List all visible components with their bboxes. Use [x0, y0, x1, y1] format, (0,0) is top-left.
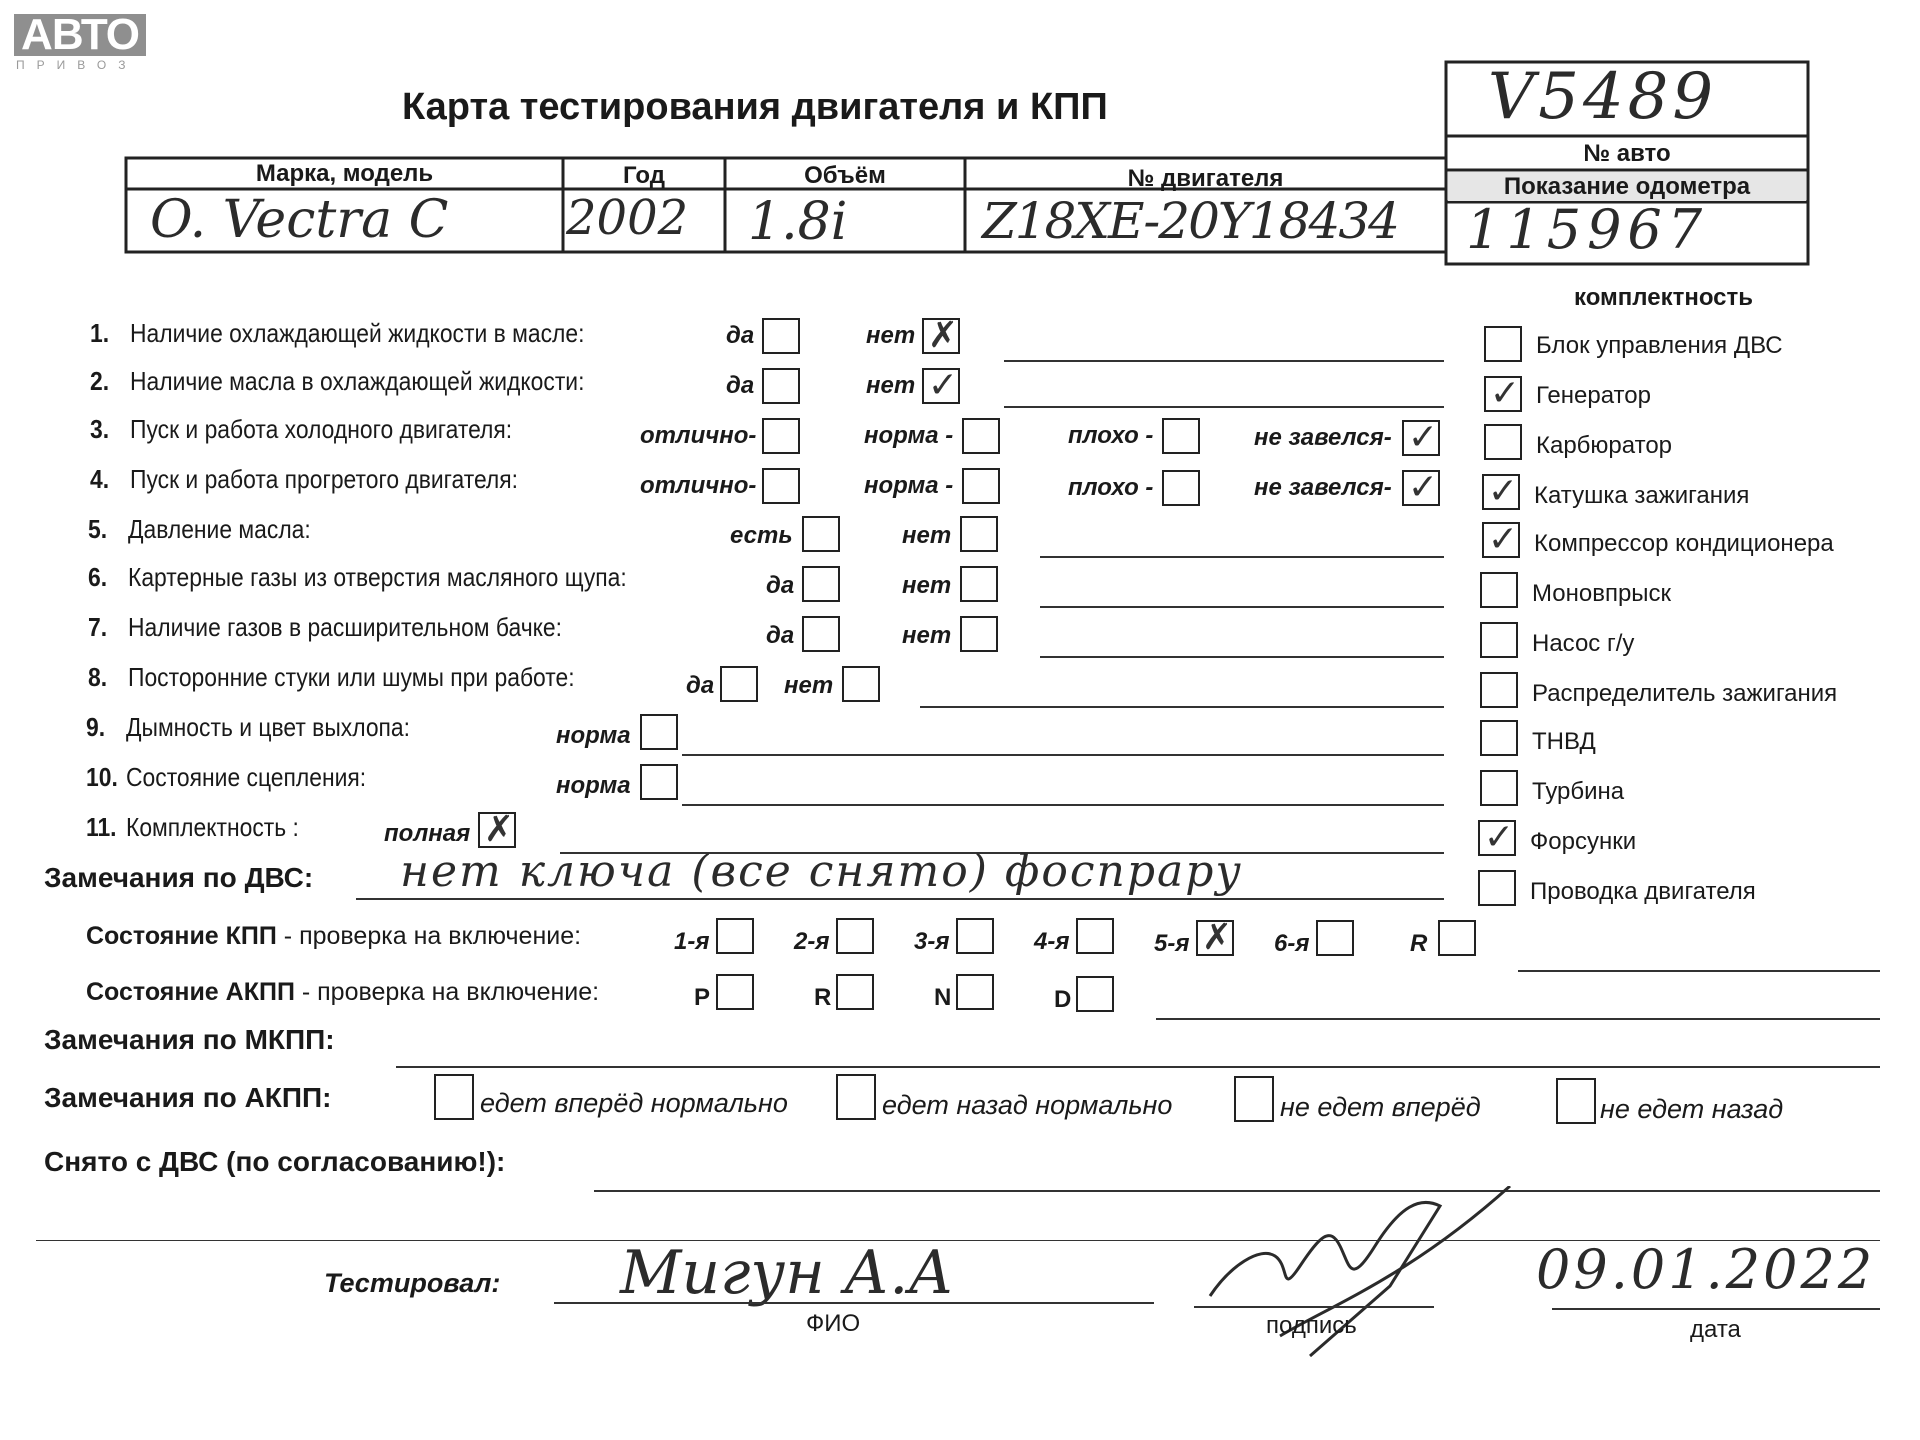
- akpp-state-label: [86, 978, 599, 1007]
- q10-num: 10.: [86, 762, 118, 792]
- comp-generator-label: Генератор: [1536, 382, 1651, 409]
- q5-opt-yes-checkbox[interactable]: [802, 516, 840, 552]
- q9-opt-normal-checkbox[interactable]: [640, 714, 678, 750]
- q5-text: Давление масла:: [128, 514, 311, 544]
- comp-wiring-checkbox[interactable]: [1478, 870, 1516, 906]
- q1-opt-no-checkbox[interactable]: [922, 315, 960, 356]
- q11-opt-full-label: полная: [384, 820, 471, 847]
- name-caption: ФИО: [806, 1310, 861, 1337]
- q9-note-line: [682, 754, 1444, 756]
- comp-fuel-pump-label: ТНВД: [1532, 728, 1596, 755]
- year-value: 2002: [566, 190, 689, 246]
- q2-opt-yes-label: да: [726, 372, 755, 399]
- q2-opt-no-label: нет: [866, 372, 916, 399]
- akpp-gear-p-checkbox[interactable]: [716, 974, 754, 1010]
- q8-opt-yes-checkbox[interactable]: [720, 666, 758, 702]
- q4-opt-normal-label: норма -: [864, 472, 954, 499]
- q3-num: 3.: [90, 414, 110, 444]
- header-col-engine-no-label: № двигателя: [1127, 165, 1284, 192]
- mkpp-state-label-bold: Состояние КПП: [86, 922, 277, 950]
- comp-mono-injection-label: Моновпрыск: [1532, 580, 1672, 607]
- mkpp-gear-2-checkbox[interactable]: [836, 918, 874, 954]
- mkpp-gear-4-label: 4-я: [1034, 928, 1070, 955]
- akpp-gear-d-label: D: [1054, 986, 1072, 1013]
- comp-carburetor-label: Карбюратор: [1536, 432, 1673, 459]
- q8-opt-no-label: нет: [784, 672, 834, 699]
- akpp-opt-no-forward-checkbox[interactable]: [1234, 1076, 1274, 1122]
- q3-text: Пуск и работа холодного двигателя:: [130, 414, 513, 444]
- comp-ac-compressor-label: Компрессор кондиционера: [1534, 530, 1834, 557]
- mkpp-state-label: [86, 922, 581, 951]
- q2-opt-no-checkbox[interactable]: [922, 365, 960, 406]
- q3-opt-excellent-label: отлично-: [640, 422, 757, 449]
- odometer-label: Показание одометра: [1503, 173, 1751, 200]
- mkpp-gear-5-checkbox[interactable]: [1196, 917, 1234, 958]
- comp-generator-checkbox[interactable]: [1484, 373, 1522, 414]
- q11-text: Комплектность :: [126, 812, 299, 842]
- q10-text: Состояние сцепления:: [126, 762, 367, 792]
- akpp-opt-no-forward-label: не едет вперёд: [1280, 1092, 1481, 1122]
- mkpp-gear-5-label: 5-я: [1154, 930, 1190, 957]
- check-mark-icon: ✓: [1483, 817, 1515, 858]
- q5-note-line: [1040, 556, 1444, 558]
- akpp-opt-backward-ok-checkbox[interactable]: [836, 1074, 876, 1120]
- q6-text: Картерные газы из отверстия масляного щупа:: [128, 562, 627, 592]
- q5-opt-no-checkbox[interactable]: [960, 516, 998, 552]
- q3-opt-excellent-checkbox[interactable]: [762, 418, 800, 454]
- q9-text: Дымность и цвет выхлопа:: [126, 712, 411, 742]
- akpp-gear-n-checkbox[interactable]: [956, 974, 994, 1010]
- check-mark-icon: ✓: [1407, 467, 1439, 508]
- mkpp-gear-r-label: R: [1410, 930, 1428, 957]
- q1-opt-yes-checkbox[interactable]: [762, 318, 800, 354]
- check-mark-icon: ✓: [1407, 417, 1439, 458]
- q2-note-line: [1004, 406, 1444, 408]
- removed-label: Снято с ДВС (по согласованию!):: [44, 1146, 506, 1177]
- engine-remarks-line: [356, 898, 1444, 900]
- q3-opt-normal-label: норма -: [864, 422, 954, 449]
- akpp-opt-no-backward-label: не едет назад: [1600, 1094, 1784, 1124]
- akpp-gear-r-label: R: [814, 984, 832, 1011]
- q4-opt-bad-label: плохо -: [1068, 474, 1154, 501]
- q3-opt-nostart-checkbox[interactable]: [1402, 417, 1440, 458]
- q4-opt-excellent-label: отлично-: [640, 472, 757, 499]
- q6-note-line: [1040, 606, 1444, 608]
- check-mark-icon: ✗: [1201, 917, 1233, 958]
- date-value: 09.01.2022: [1536, 1238, 1876, 1301]
- q6-num: 6.: [88, 562, 108, 592]
- akpp-state-line: [1156, 1018, 1880, 1020]
- check-mark-icon: ✓: [1487, 471, 1519, 512]
- model-value: O. Vectra C: [150, 190, 449, 250]
- check-mark-icon: ✓: [927, 365, 959, 406]
- q7-opt-no-label: нет: [902, 622, 952, 649]
- car-no-label: № авто: [1583, 140, 1671, 167]
- q6-opt-no-label: нет: [902, 572, 952, 599]
- comp-mono-injection-checkbox[interactable]: [1480, 572, 1518, 608]
- q3-opt-bad-label: плохо -: [1068, 422, 1154, 449]
- q7-opt-no-checkbox[interactable]: [960, 616, 998, 652]
- comp-injectors-label: Форсунки: [1530, 828, 1637, 855]
- header-col-volume-label: Объём: [804, 162, 886, 189]
- name-line: [554, 1302, 1154, 1304]
- q8-opt-yes-label: да: [686, 672, 715, 699]
- q7-note-line: [1040, 656, 1444, 658]
- q1-text: Наличие охлаждающей жидкости в масле:: [130, 318, 585, 348]
- engine-no-value: Z18XE-20Y18434: [982, 192, 1398, 250]
- akpp-opt-forward-ok-label: едет вперёд нормально: [480, 1088, 788, 1118]
- mkpp-gear-4-checkbox[interactable]: [1076, 918, 1114, 954]
- check-mark-icon: ✓: [1487, 519, 1519, 560]
- date-line: [1552, 1308, 1880, 1310]
- q2-text: Наличие масла в охлаждающей жидкости:: [130, 366, 585, 396]
- q9-opt-normal-label: норма: [556, 722, 631, 749]
- q4-text: Пуск и работа прогретого двигателя:: [130, 464, 519, 494]
- akpp-remarks-label: Замечания по АКПП:: [44, 1082, 332, 1113]
- q1-note-line: [1004, 360, 1444, 362]
- q11-opt-full-checkbox[interactable]: [478, 809, 516, 850]
- akpp-opt-forward-ok-checkbox[interactable]: [434, 1074, 474, 1120]
- mkpp-gear-3-checkbox[interactable]: [956, 918, 994, 954]
- comp-injectors-checkbox[interactable]: [1478, 817, 1516, 858]
- q3-opt-normal-checkbox[interactable]: [962, 418, 1000, 454]
- q7-opt-yes-label: да: [766, 622, 795, 649]
- akpp-opt-backward-ok-label: едет назад нормально: [882, 1090, 1173, 1120]
- comp-distributor-checkbox[interactable]: [1480, 672, 1518, 708]
- check-mark-icon: ✗: [483, 809, 515, 850]
- q6-opt-yes-label: да: [766, 572, 795, 599]
- tester-name-value: Мигун А.А: [620, 1238, 954, 1308]
- comp-carburetor-checkbox[interactable]: [1484, 424, 1522, 460]
- sign-line: [1194, 1306, 1434, 1308]
- q9-num: 9.: [86, 712, 106, 742]
- logo-sub: ПРИВОЗ: [16, 58, 138, 72]
- comp-ps-pump-checkbox[interactable]: [1480, 622, 1518, 658]
- q7-num: 7.: [88, 612, 108, 642]
- q4-opt-nostart-label: не завелся-: [1254, 474, 1392, 501]
- header-col-year-label: Год: [623, 162, 665, 189]
- mkpp-gear-6-checkbox[interactable]: [1316, 920, 1354, 956]
- q7-text: Наличие газов в расширительном бачке:: [128, 612, 562, 642]
- comp-wiring-label: Проводка двигателя: [1530, 878, 1756, 905]
- akpp-gear-p-label: P: [694, 984, 711, 1011]
- akpp-state-label-rest: - проверка на включение:: [294, 978, 600, 1006]
- q5-opt-no-label: нет: [902, 522, 952, 549]
- volume-value: 1.8i: [748, 192, 848, 252]
- check-mark-icon: ✗: [927, 315, 959, 356]
- sign-caption: подпись: [1266, 1312, 1357, 1339]
- q5-num: 5.: [88, 514, 108, 544]
- comp-ps-pump-label: Насос г/у: [1532, 630, 1635, 657]
- q5-opt-yes-label: есть: [730, 522, 793, 549]
- q10-opt-normal-checkbox[interactable]: [640, 764, 678, 800]
- logo-main: АВТО: [14, 14, 146, 56]
- page-title: Карта тестирования двигателя и КПП: [402, 86, 1108, 128]
- completeness-title: комплектность: [1574, 284, 1754, 311]
- mkpp-remarks-label: Замечания по МКПП:: [44, 1024, 335, 1055]
- q10-opt-normal-label: норма: [556, 772, 631, 799]
- check-mark-icon: ✓: [1489, 373, 1521, 414]
- akpp-opt-no-backward-checkbox[interactable]: [1556, 1078, 1596, 1124]
- comp-ecu-checkbox[interactable]: [1484, 326, 1522, 362]
- q2-opt-yes-checkbox[interactable]: [762, 368, 800, 404]
- q10-note-line: [682, 804, 1444, 806]
- odometer-value: 115967: [1466, 198, 1709, 261]
- comp-turbo-checkbox[interactable]: [1480, 770, 1518, 806]
- comp-ignition-coil-label: Катушка зажигания: [1534, 482, 1750, 509]
- comp-turbo-label: Турбина: [1532, 778, 1625, 805]
- engine-remarks-value: нет ключа (все снято) фоспрару: [400, 846, 1243, 897]
- mkpp-gear-6-label: 6-я: [1274, 930, 1310, 957]
- mkpp-gear-r-checkbox[interactable]: [1438, 920, 1476, 956]
- q8-num: 8.: [88, 662, 108, 692]
- mkpp-gear-1-checkbox[interactable]: [716, 918, 754, 954]
- header-col-model-label: Марка, модель: [255, 160, 434, 187]
- q2-num: 2.: [90, 366, 110, 396]
- akpp-gear-n-label: N: [934, 984, 952, 1011]
- q4-opt-nostart-checkbox[interactable]: [1402, 467, 1440, 508]
- q4-num: 4.: [90, 464, 110, 494]
- mkpp-remarks-line: [396, 1066, 1880, 1068]
- q7-opt-yes-checkbox[interactable]: [802, 616, 840, 652]
- q4-opt-excellent-checkbox[interactable]: [762, 468, 800, 504]
- comp-ecu-label: Блок управления ДВС: [1536, 332, 1783, 359]
- q1-num: 1.: [90, 318, 110, 348]
- mkpp-gear-3-label: 3-я: [914, 928, 950, 955]
- engine-remarks-label: Замечания по ДВС:: [44, 862, 314, 893]
- date-caption: дата: [1690, 1316, 1741, 1343]
- comp-ignition-coil-checkbox[interactable]: [1482, 471, 1520, 512]
- tested-by-label: Тестировал:: [324, 1268, 501, 1298]
- akpp-state-label-bold: Состояние АКПП: [86, 978, 295, 1006]
- q11-num: 11.: [86, 812, 117, 842]
- q6-opt-no-checkbox[interactable]: [960, 566, 998, 602]
- comp-fuel-pump-checkbox[interactable]: [1480, 720, 1518, 756]
- q8-note-line: [920, 706, 1444, 708]
- mkpp-state-line: [1518, 970, 1880, 972]
- akpp-gear-d-checkbox[interactable]: [1076, 976, 1114, 1012]
- mkpp-gear-1-label: 1-я: [674, 928, 710, 955]
- q1-opt-yes-label: да: [726, 322, 755, 349]
- akpp-gear-r-checkbox[interactable]: [836, 974, 874, 1010]
- mkpp-gear-2-label: 2-я: [794, 928, 830, 955]
- comp-distributor-label: Распределитель зажигания: [1532, 680, 1838, 707]
- comp-ac-compressor-checkbox[interactable]: [1482, 519, 1520, 560]
- q6-opt-yes-checkbox[interactable]: [802, 566, 840, 602]
- q8-opt-no-checkbox[interactable]: [842, 666, 880, 702]
- car-no-value: V5489: [1488, 60, 1718, 134]
- mkpp-state-label-rest: - проверка на включение:: [276, 922, 582, 950]
- q1-opt-no-label: нет: [866, 322, 916, 349]
- q3-opt-bad-checkbox[interactable]: [1162, 418, 1200, 454]
- q3-opt-nostart-label: не завелся-: [1254, 424, 1392, 451]
- q8-text: Посторонние стуки или шумы при работе:: [128, 662, 575, 692]
- q4-opt-bad-checkbox[interactable]: [1162, 470, 1200, 506]
- q4-opt-normal-checkbox[interactable]: [962, 468, 1000, 504]
